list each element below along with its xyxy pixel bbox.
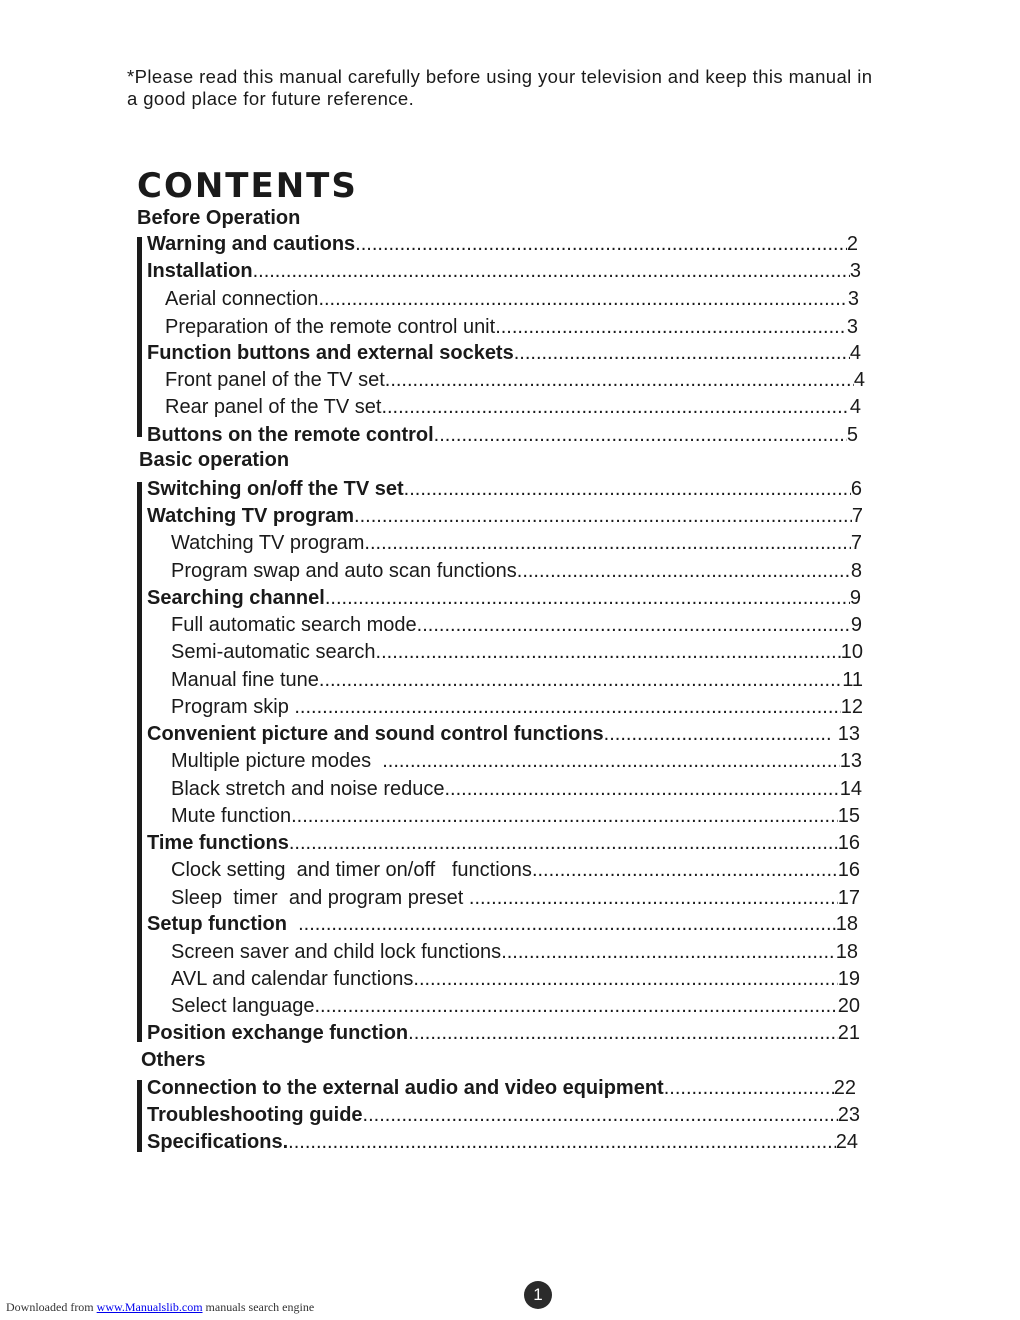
toc-entry-page: 5 [846,424,858,446]
dot-leader [364,531,850,555]
toc-entry-label: Sleep timer and program preset [171,887,469,909]
dot-leader [363,1103,838,1127]
footer [6,1300,314,1315]
toc-entry[interactable] [171,858,860,882]
toc-entry-page: 16 [837,859,860,881]
intro-note: *Please read this manual carefully before using your television and keep this manual in a good place for future reference. [127,66,873,109]
dot-leader [469,886,838,910]
toc-entry-page: 3 [847,288,859,310]
toc-entry[interactable] [147,341,861,365]
toc-entry-label: Switching on/off the TV set [147,478,404,500]
toc-entry-page: 7 [851,505,863,527]
dot-leader [253,259,850,283]
dot-leader [318,287,847,311]
dot-leader [495,315,847,339]
toc-entry-label: Clock setting and timer on/off functions [171,859,532,881]
dot-leader [382,749,840,773]
toc-entry-label: Searching channel [147,587,325,609]
dot-leader [413,967,837,991]
toc-entry-label: AVL and calendar functions [171,968,414,990]
toc-entry[interactable] [147,504,863,528]
dot-leader [385,368,854,392]
footer-suffix: manuals search engine [202,1300,315,1314]
toc-entry-label: Warning and cautions [147,233,356,255]
toc-entry[interactable] [147,1130,858,1154]
toc-entry-label: Mute function [171,805,292,827]
toc-entry-page: 24 [835,1131,858,1153]
section-heading: Before Operation [137,207,301,229]
toc-entry-page: 7 [850,532,862,554]
dot-leader [376,640,841,664]
dot-leader [294,695,840,719]
toc-entry-label: Position exchange function [147,1022,409,1044]
toc-entry-page: 6 [850,478,862,500]
toc-entry-label: Black stretch and noise reduce [171,778,445,800]
toc-entry-page: 9 [850,614,862,636]
contents-title: CONTENTS [137,166,358,206]
dot-leader [434,423,847,447]
dot-leader [514,341,850,365]
toc-entry[interactable] [171,668,863,692]
toc-entry-page: 10 [840,641,863,663]
toc-entry[interactable] [171,559,862,583]
toc-entry[interactable] [147,586,861,610]
toc-entry-label: Preparation of the remote control unit [165,316,496,338]
dot-leader [664,1076,834,1100]
toc-entry[interactable] [171,967,860,991]
manualslib-link[interactable]: www.Manualslib.com [96,1300,203,1314]
toc-entry-label: Watching TV program [171,532,365,554]
toc-entry-page: 15 [837,805,860,827]
toc-entry-page: 17 [837,887,860,909]
toc-entry-label: Watching TV program [147,505,355,527]
dot-leader [298,912,836,936]
toc-entry-label: Multiple picture modes [171,750,383,772]
toc-entry-page: 13 [832,723,860,745]
toc-entry-page: 19 [837,968,860,990]
toc-entry[interactable] [147,722,860,746]
dot-leader [319,668,842,692]
toc-entry[interactable] [171,940,858,964]
toc-entry[interactable] [147,831,860,855]
toc-entry-label: Installation [147,260,253,282]
toc-entry[interactable] [171,640,863,664]
dot-leader [501,940,836,964]
toc-entry-label: Function buttons and external sockets [147,342,514,364]
toc-entry-page: 18 [835,913,858,935]
dot-leader [604,722,833,746]
dot-leader [532,858,838,882]
toc-entry[interactable] [171,777,862,801]
dot-leader [381,395,849,419]
dot-leader [517,559,851,583]
toc-entry-page: 4 [849,396,861,418]
toc-entry[interactable] [147,423,858,447]
dot-leader [288,1130,836,1154]
toc-entry[interactable] [171,695,863,719]
toc-entry-page: 12 [840,696,863,718]
toc-entry[interactable] [147,912,858,936]
toc-entry-page: 14 [839,778,862,800]
section-heading: Basic operation [139,449,290,471]
section-bar [137,1080,142,1152]
dot-leader [404,477,851,501]
toc-entry-page: 4 [853,369,865,391]
toc-entry-label: Rear panel of the TV set [165,396,382,418]
dot-leader [417,613,851,637]
toc-entry-label: Select language [171,995,315,1017]
toc-entry-label: Full automatic search mode [171,614,417,636]
toc-entry-page: 3 [846,316,858,338]
toc-entry-label: Program skip [171,696,295,718]
section-bar [137,237,142,437]
toc-entry[interactable] [171,613,862,637]
toc-entry[interactable] [147,259,861,283]
toc-entry-label: Aerial connection [165,288,319,310]
page-number-badge: 1 [524,1281,552,1309]
toc-entry[interactable] [147,1021,860,1045]
toc-entry[interactable] [147,232,858,256]
toc-entry-page: 20 [837,995,860,1017]
toc-entry-label: Buttons on the remote control [147,424,434,446]
toc-entry[interactable] [165,368,865,392]
toc-entry[interactable] [171,531,862,555]
dot-leader [325,586,850,610]
section-bar [137,482,142,1042]
section-heading: Others [141,1049,206,1071]
footer-prefix: Downloaded from [6,1300,97,1314]
dot-leader [314,994,837,1018]
dot-leader [291,804,838,828]
toc-entry-page: 9 [849,587,861,609]
toc-entry-page: 2 [846,233,858,255]
toc-entry[interactable] [147,1076,856,1100]
toc-entry[interactable] [165,395,861,419]
toc-entry[interactable] [147,477,862,501]
toc-entry[interactable] [171,994,860,1018]
toc-entry-page: 4 [849,342,861,364]
toc-entry[interactable] [147,1103,860,1127]
toc-entry[interactable] [165,287,859,311]
dot-leader [355,232,847,256]
toc-entry-page: 22 [833,1077,856,1099]
dot-leader [445,777,840,801]
toc-entry[interactable] [165,315,858,339]
toc-entry-label: Specifications. [147,1131,289,1153]
toc-entry-page: 16 [837,832,860,854]
toc-entry-label: Screen saver and child lock functions [171,941,502,963]
toc-entry-label: Front panel of the TV set [165,369,385,391]
toc-entry-page: 18 [835,941,858,963]
toc-entry-page: 11 [842,669,863,691]
toc-entry[interactable] [171,886,860,910]
toc-entry-page: 8 [850,560,862,582]
toc-entry[interactable] [171,749,862,773]
toc-entry-label: Manual fine tune [171,669,319,691]
toc-entry-page: 3 [849,260,861,282]
toc-entry[interactable] [171,804,860,828]
dot-leader [289,831,838,855]
dot-leader [408,1021,838,1045]
toc-entry-label: Setup function [147,913,299,935]
dot-leader [354,504,852,528]
toc-entry-page: 21 [837,1022,860,1044]
toc-entry-label: Time functions [147,832,289,854]
toc-entry-label: Semi-automatic search [171,641,376,663]
toc-entry-label: Connection to the external audio and video equipment [147,1077,664,1099]
toc-entry-page: 23 [837,1104,860,1126]
toc-entry-page: 13 [839,750,862,772]
toc-entry-label: Convenient picture and sound control functions [147,723,604,745]
toc-entry-label: Program swap and auto scan functions [171,560,517,582]
toc-entry-label: Troubleshooting guide [147,1104,363,1126]
